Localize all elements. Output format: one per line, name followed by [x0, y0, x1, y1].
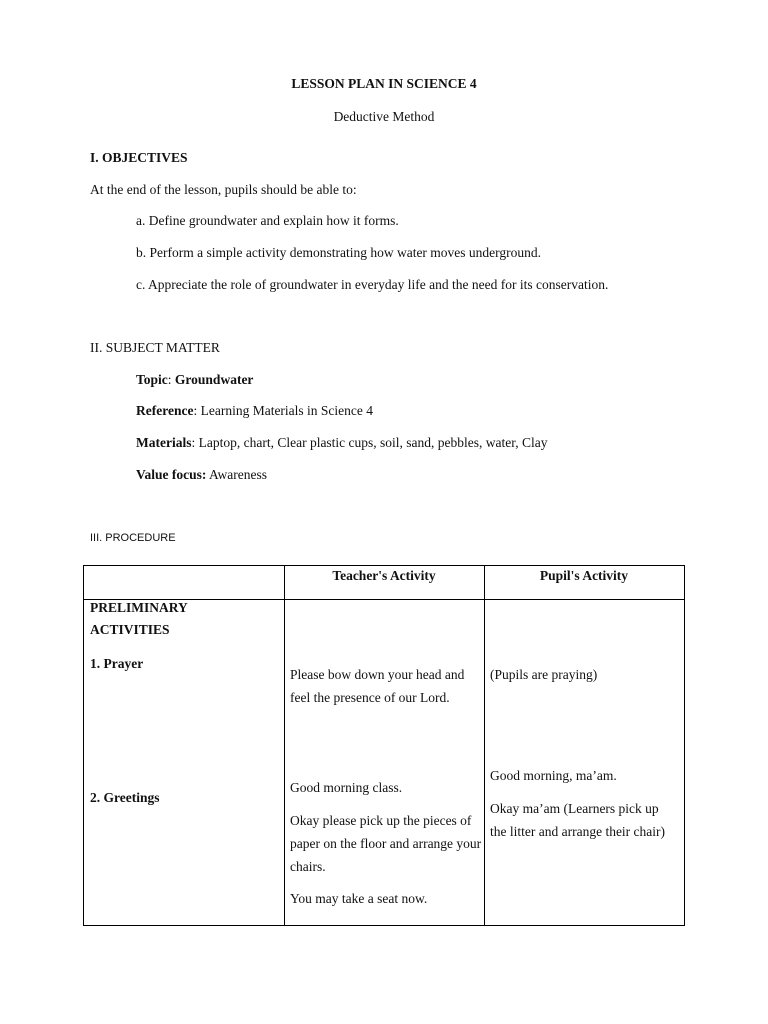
materials-label: Materials — [136, 435, 192, 450]
teacher-activity-header: Teacher's Activity — [332, 568, 436, 583]
prayer-label: 1. Prayer — [90, 656, 144, 671]
objective-item: c. Appreciate the role of groundwater in everyday life and the need for its conservation. — [136, 277, 609, 292]
reference-label: Reference — [136, 403, 194, 418]
document-title: LESSON PLAN IN SCIENCE 4 — [291, 76, 477, 91]
objectives-heading: I. OBJECTIVES — [90, 150, 188, 165]
objectives-intro: At the end of the lesson, pupils should be able to: — [90, 182, 357, 197]
topic-colon: : — [167, 372, 175, 387]
pupil-activity-header: Pupil's Activity — [539, 568, 629, 583]
teacher-seat-text: You may take a seat now. — [290, 891, 428, 906]
reference-line — [136, 403, 373, 419]
topic-label: Topic — [136, 372, 168, 387]
value-focus-line — [136, 467, 267, 483]
reference-value: : Learning Materials in Science 4 — [193, 403, 374, 418]
section-title: PRELIMINARY — [90, 600, 188, 615]
table-column-divider — [284, 566, 285, 925]
value-focus-value: Awareness — [206, 467, 268, 482]
topic-value: Groundwater — [174, 372, 254, 387]
subject-matter-heading: II. SUBJECT MATTER — [90, 340, 220, 355]
objective-item: a. Define groundwater and explain how it forms. — [136, 213, 399, 228]
teacher-pickup-text: Okay please pick up the pieces of paper on the floor and arrange your chairs. — [290, 813, 482, 874]
pupil-pickup-text: Okay ma’am (Learners pick up the litter and arrange their chair) — [490, 801, 666, 839]
pupil-prayer-text: (Pupils are praying) — [490, 667, 598, 682]
topic-line — [136, 372, 253, 388]
objective-item: b. Perform a simple activity demonstrating how water moves underground. — [136, 245, 542, 260]
procedure-table — [83, 565, 685, 926]
pupil-greeting-text: Good morning, ma’am. — [490, 768, 617, 783]
procedure-heading: III. PROCEDURE — [90, 532, 176, 544]
greetings-label: 2. Greetings — [90, 790, 160, 805]
teacher-greeting-text: Good morning class. — [290, 780, 403, 795]
teacher-prayer-text: Please bow down your head and feel the presence of our Lord. — [290, 667, 465, 705]
value-focus-label: Value focus: — [136, 467, 207, 482]
section-title: ACTIVITIES — [90, 622, 170, 637]
materials-line — [136, 435, 547, 451]
materials-value: : Laptop, chart, Clear plastic cups, soil, sand, pebbles, water, Clay — [191, 435, 548, 450]
document-subtitle: Deductive Method — [333, 109, 435, 124]
table-column-divider — [484, 566, 485, 925]
